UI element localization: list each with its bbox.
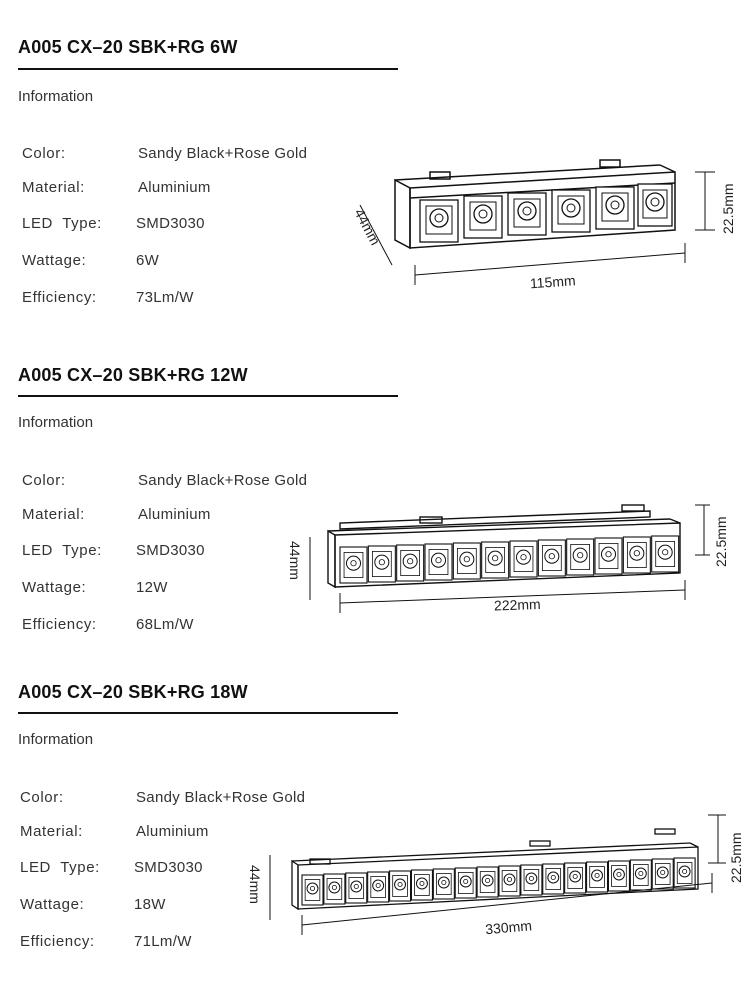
spec-label-wattage: Wattage: (22, 579, 87, 596)
product-drawing-18w (230, 815, 745, 945)
product-drawing-6w (340, 150, 740, 300)
dimension-depth-label: 44mm (287, 541, 303, 580)
dimension-length-label: 115mm (529, 272, 577, 292)
led-module (477, 867, 498, 897)
led-module (302, 875, 323, 905)
spec-label-efficiency: Efficiency: (20, 933, 95, 950)
led-module (552, 190, 590, 232)
led-module (638, 184, 672, 226)
spec-value-wattage: 6W (136, 252, 160, 269)
led-module (630, 860, 651, 890)
dimension-depth-label: 44mm (351, 205, 384, 248)
led-module (390, 871, 411, 901)
led-module (652, 536, 679, 572)
title-divider (18, 712, 398, 714)
led-module (499, 866, 520, 896)
spec-value-efficiency: 73Lm/W (136, 289, 194, 306)
dimension-length-label: 330mm (484, 917, 533, 938)
led-module (411, 870, 432, 900)
led-module (565, 863, 586, 893)
spec-value-wattage: 18W (134, 896, 166, 913)
spec-value-led-type: SMD3030 (136, 542, 205, 559)
product-title: A005 CX–20 SBK+RG 12W (18, 365, 248, 385)
product-title: A005 CX–20 SBK+RG 18W (18, 682, 248, 702)
led-module (455, 868, 476, 898)
title-divider (18, 68, 398, 70)
led-module (596, 187, 634, 229)
led-module (538, 540, 565, 576)
led-module (608, 861, 629, 891)
spec-value-color: Sandy Black+Rose Gold (138, 145, 308, 162)
spec-value-wattage: 12W (136, 579, 168, 596)
spec-value-color: Sandy Black+Rose Gold (136, 789, 306, 806)
dimension-height-label: 22.5mm (728, 832, 744, 883)
led-module (510, 541, 537, 577)
spec-label-efficiency: Efficiency: (22, 616, 97, 633)
led-module (595, 538, 622, 574)
product-title: A005 CX–20 SBK+RG 6W (18, 37, 238, 57)
dimension-height-label: 22.5mm (720, 183, 736, 234)
spec-value-material: Aluminium (138, 179, 211, 196)
information-heading: Information (18, 731, 94, 748)
led-module (464, 196, 502, 238)
led-module (587, 862, 608, 892)
spec-label-material: Material: (22, 506, 85, 523)
led-module (368, 546, 395, 582)
led-module (508, 193, 546, 235)
spec-value-efficiency: 71Lm/W (134, 933, 192, 950)
led-module (324, 874, 345, 904)
spec-label-wattage: Wattage: (20, 896, 85, 913)
led-module (623, 537, 650, 573)
spec-label-led-type: LED Type: (22, 542, 102, 559)
spec-label-material: Material: (22, 179, 85, 196)
spec-value-material: Aluminium (136, 823, 209, 840)
led-module (567, 539, 594, 575)
led-module (453, 543, 480, 579)
led-module (346, 873, 367, 903)
led-module (521, 865, 542, 895)
dimension-depth-label: 44mm (247, 865, 263, 904)
spec-value-led-type: SMD3030 (134, 859, 203, 876)
led-modules (340, 536, 679, 583)
led-module (425, 544, 452, 580)
product-drawing-12w (280, 495, 740, 620)
led-module (368, 872, 389, 902)
led-module (397, 545, 424, 581)
spec-label-wattage: Wattage: (22, 252, 87, 269)
spec-value-color: Sandy Black+Rose Gold (138, 472, 308, 489)
spec-label-color: Color: (22, 145, 66, 162)
information-heading: Information (18, 414, 94, 431)
led-module (340, 547, 367, 583)
spec-value-efficiency: 68Lm/W (136, 616, 194, 633)
information-heading: Information (18, 88, 94, 105)
title-divider (18, 395, 398, 397)
spec-label-material: Material: (20, 823, 83, 840)
spec-value-material: Aluminium (138, 506, 211, 523)
led-module (482, 542, 509, 578)
led-module (543, 864, 564, 894)
led-module (420, 200, 458, 242)
spec-label-color: Color: (22, 472, 66, 489)
led-module (433, 869, 454, 899)
spec-label-efficiency: Efficiency: (22, 289, 97, 306)
dimension-height-label: 22.5mm (713, 516, 729, 567)
led-module (674, 858, 695, 888)
led-module (652, 859, 673, 889)
spec-label-led-type: LED Type: (22, 215, 102, 232)
spec-label-color: Color: (20, 789, 64, 806)
spec-label-led-type: LED Type: (20, 859, 100, 876)
led-modules (302, 858, 695, 905)
spec-value-led-type: SMD3030 (136, 215, 205, 232)
dimension-length-label: 222mm (493, 595, 541, 614)
